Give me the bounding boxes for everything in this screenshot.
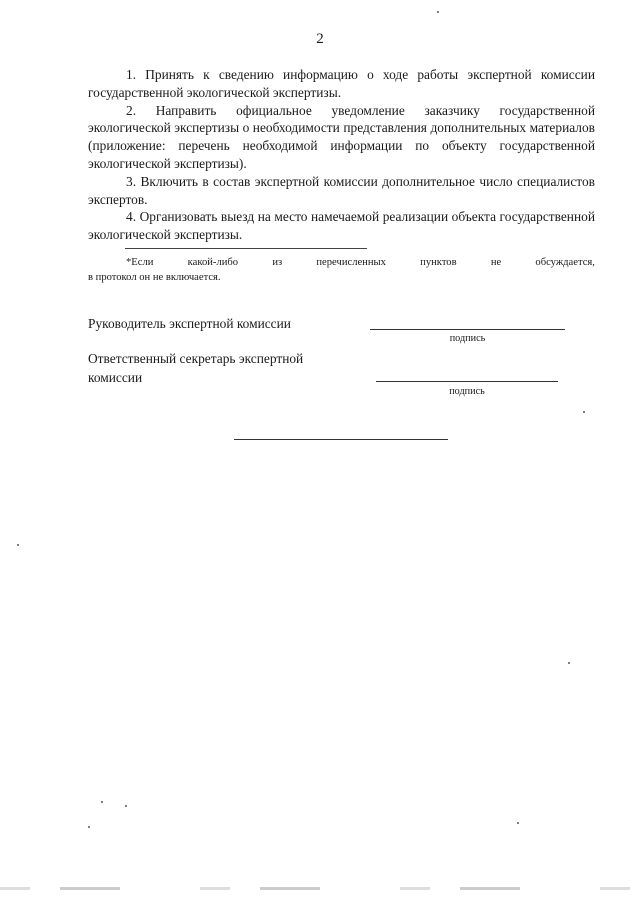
scan-speck: [125, 805, 127, 807]
footnote: [88, 255, 595, 285]
decision-item-4: 4. Организовать выезд на место намечаемой реализации объекта государственной экологической экспертизы.: [88, 209, 595, 243]
footnote-word: какой-либо: [187, 257, 239, 268]
head-signature-caption: подпись: [449, 333, 486, 344]
decision-item-3: 3. Включить в состав экспертной комиссии дополнительное число специалистов экспертов.: [88, 173, 595, 207]
footnote-word: обсуждается,: [535, 257, 595, 268]
scan-speck: [568, 662, 570, 664]
head-signature-line: [370, 329, 565, 330]
page-number: 2: [316, 31, 324, 47]
footnote-word: из: [272, 257, 283, 268]
scan-speck: [101, 801, 103, 803]
decision-item-1: 1. Принять к сведению информацию о ходе работы экспертной комиссии государственной экологической экспертизы.: [88, 67, 595, 100]
secretary-signature-line: [376, 381, 558, 382]
scan-edge-artifact: [0, 887, 640, 890]
footnote-word: не: [490, 257, 502, 268]
closing-rule: [234, 439, 448, 440]
footnote-line-2: в протокол он не включается.: [88, 272, 221, 283]
decision-list: [88, 66, 595, 244]
footnote-word: *Если: [126, 257, 154, 268]
head-signature-label: Руководитель экспертной комиссии: [88, 316, 291, 331]
scan-speck: [583, 411, 585, 413]
secretary-signature-caption: подпись: [449, 386, 485, 397]
scan-speck: [517, 822, 519, 824]
scan-speck: [88, 826, 90, 828]
footnote-line-1: [88, 255, 595, 270]
footnote-word: пунктов: [420, 257, 457, 268]
scan-speck: [437, 11, 439, 13]
decision-item-2: 2. Направить официальное уведомление заказчику государственной экологической экспертизы о необходимости представления дополнительных материалов (приложение: перечень необходимой информации по объекту государственной экологической экспертизы).: [88, 102, 595, 171]
secretary-signature-label: Ответственный секретарь экспертной комиссии: [88, 351, 304, 385]
scan-speck: [17, 544, 19, 546]
footnote-word: перечисленных: [316, 257, 386, 268]
footnote-separator: [125, 248, 367, 249]
